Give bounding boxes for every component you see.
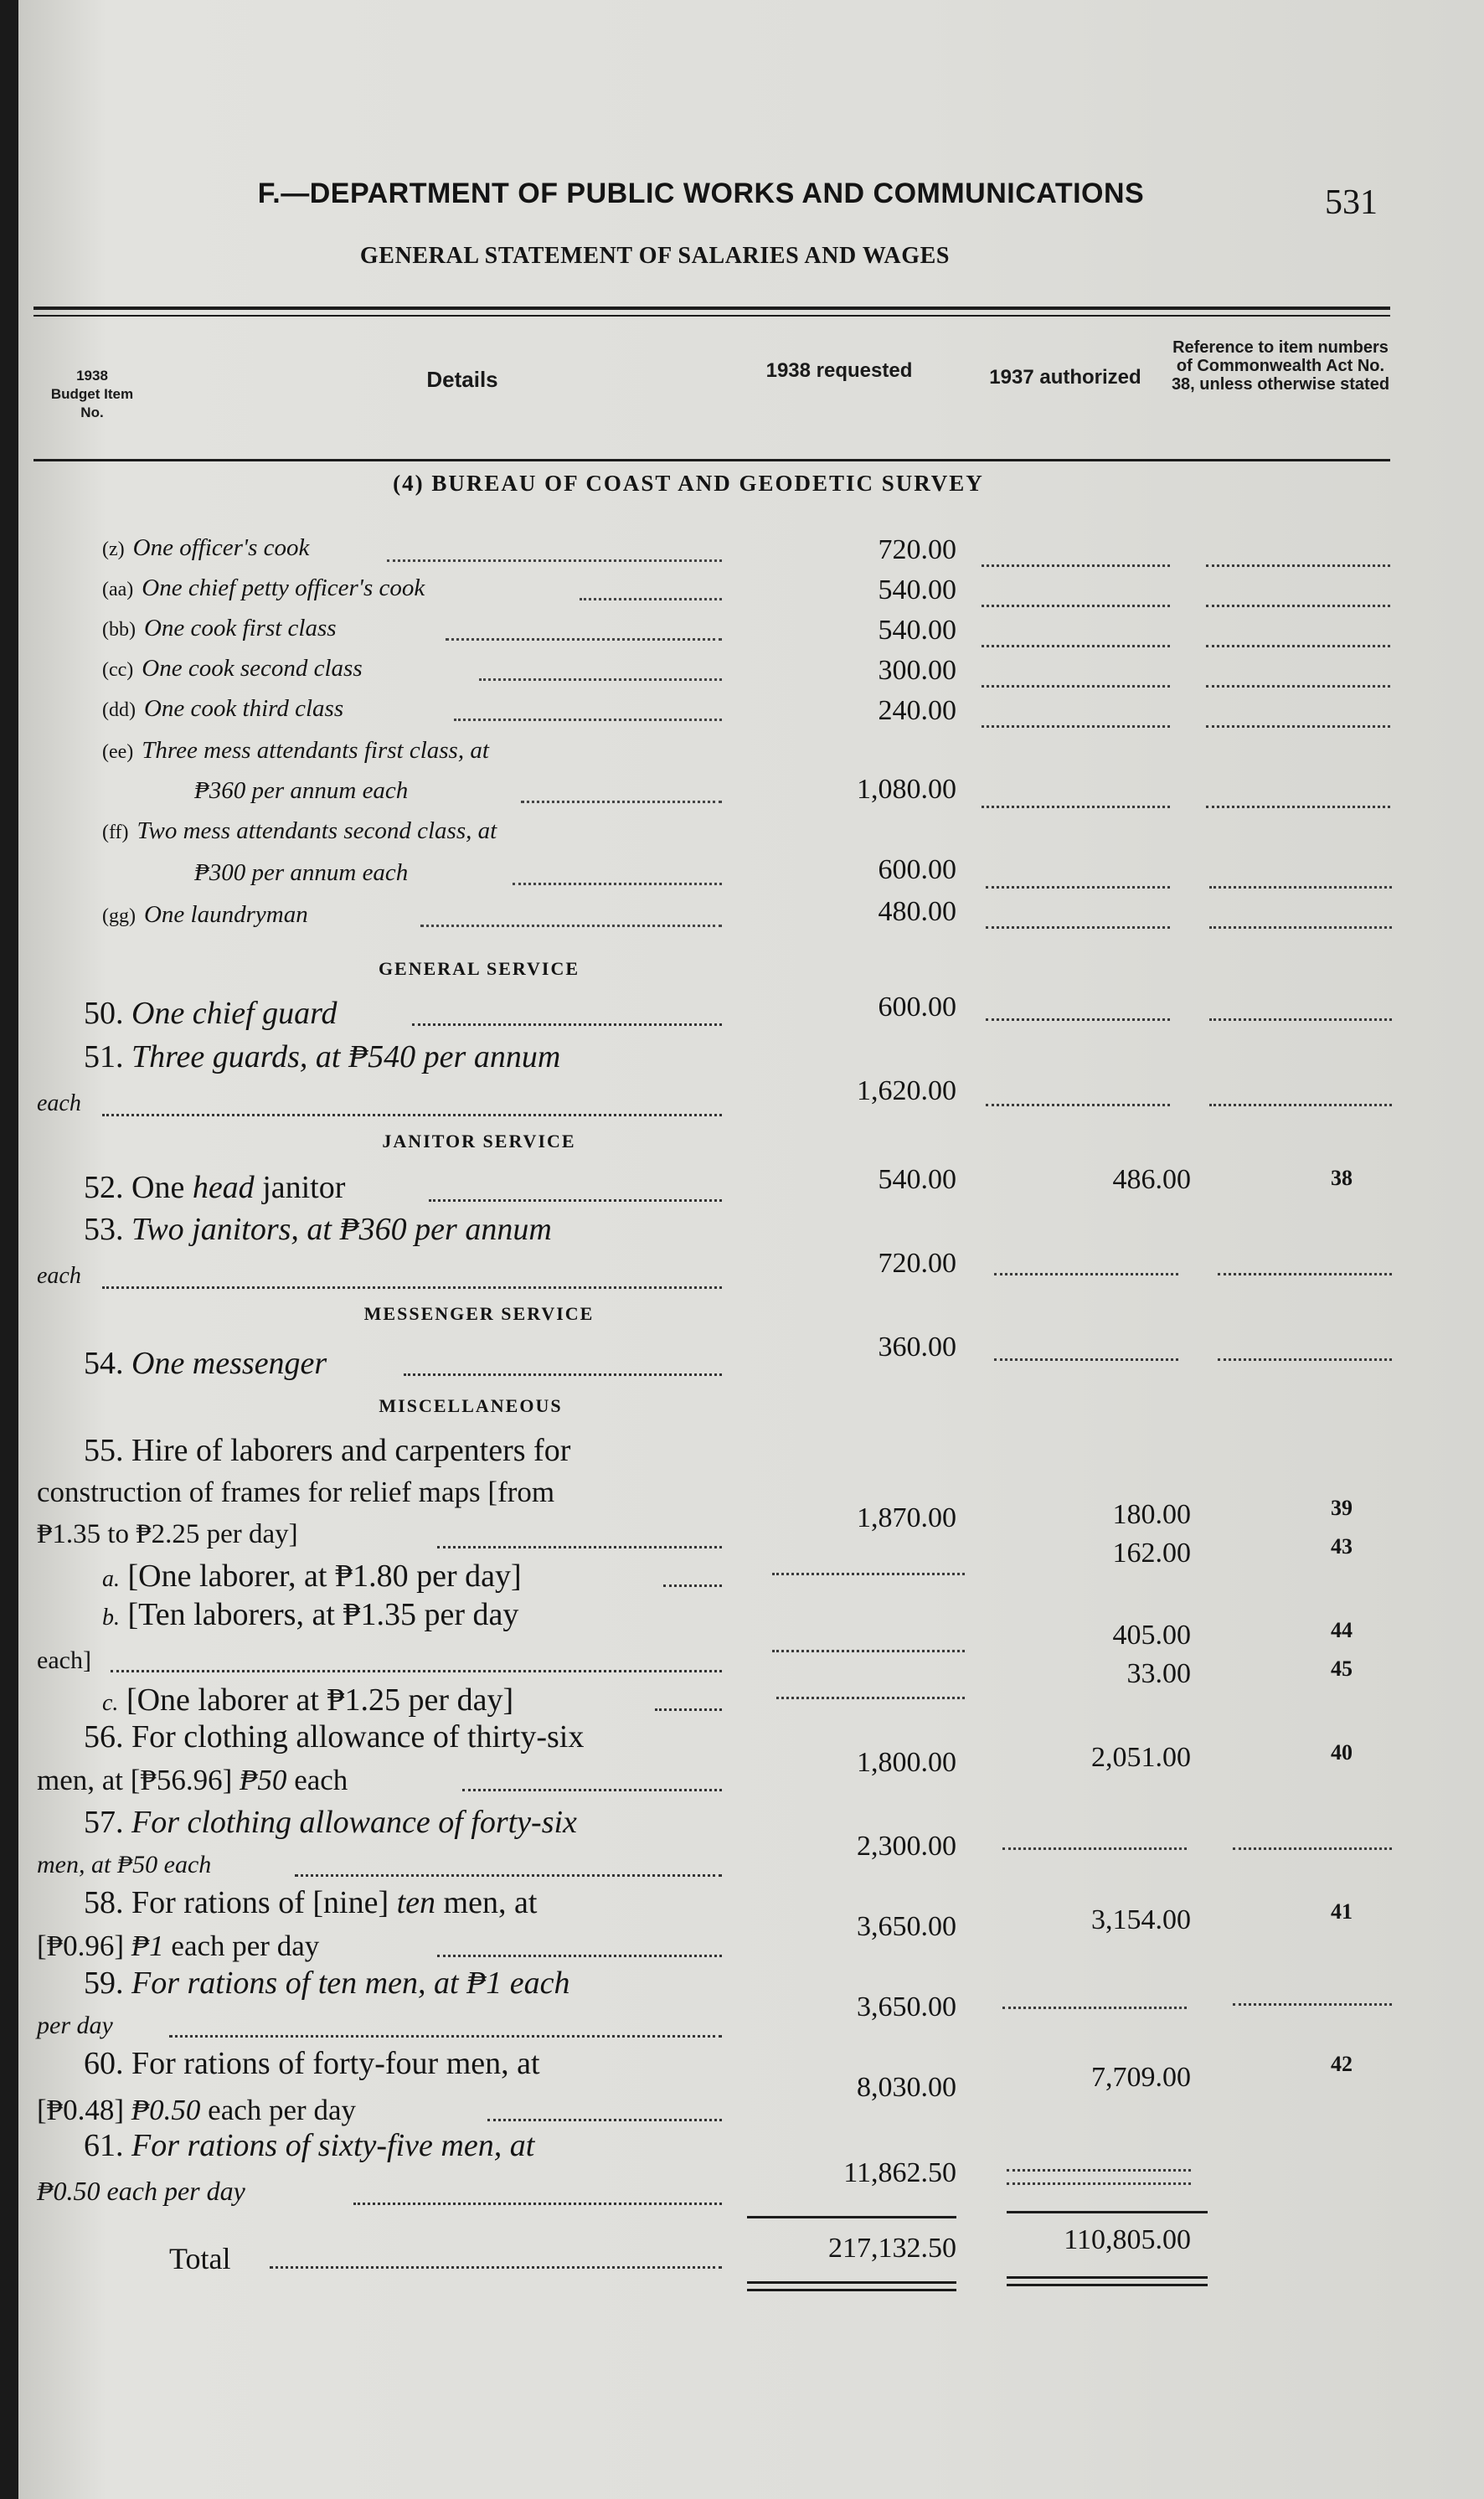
item-text: One messenger <box>131 1346 327 1381</box>
item-label: 61. <box>84 2128 124 2163</box>
item-label: 52. <box>84 1170 124 1205</box>
item-text-line2c: each per day <box>163 1930 320 1962</box>
authorized-value: 405.00 <box>1112 1620 1191 1651</box>
leader <box>111 1670 722 1672</box>
authorized-blank <box>994 1273 1178 1275</box>
item-57 <box>84 1804 577 1841</box>
item-label: 57. <box>84 1805 124 1840</box>
item-text: One cook third class <box>143 695 344 722</box>
col-header-authorized: 1937 authorized <box>989 366 1141 389</box>
item-60-line2 <box>37 2094 356 2127</box>
authorized-blank-2 <box>1007 2182 1191 2185</box>
item-text: One chief petty officer's cook <box>142 575 425 601</box>
requested-value: 240.00 <box>878 695 956 726</box>
item-55c <box>102 1682 513 1718</box>
item-label: 59. <box>84 1966 124 2001</box>
leader <box>353 2203 722 2205</box>
item-text-line1: For clothing allowance of forty-six <box>131 1805 577 1840</box>
requested-blank <box>776 1697 965 1699</box>
item-bb <box>102 615 337 642</box>
requested-value: 480.00 <box>878 896 956 927</box>
item-58-line2 <box>37 1930 319 1963</box>
item-text: One chief guard <box>131 996 338 1031</box>
item-text: One cook first class <box>143 615 337 641</box>
running-head: F.—DEPARTMENT OF PUBLIC WORKS AND COMMUNICATIONS <box>257 178 1145 209</box>
subtotal-rule-authorized <box>1007 2211 1208 2213</box>
item-text-line2a: [₱0.96] <box>37 1930 131 1962</box>
item-gg <box>102 901 308 929</box>
requested-blank <box>772 1650 965 1652</box>
requested-value: 11,862.50 <box>843 2157 956 2188</box>
leader <box>102 1286 722 1289</box>
requested-value: 540.00 <box>878 615 956 646</box>
subsection-janitor-service: JANITOR SERVICE <box>382 1131 576 1152</box>
item-dd <box>102 695 343 723</box>
authorized-value: 33.00 <box>1126 1658 1191 1689</box>
item-56-line2 <box>37 1764 348 1797</box>
item-text-line2c: each per day <box>200 2094 357 2126</box>
leader <box>169 2035 722 2038</box>
item-60 <box>84 2045 540 2082</box>
requested-value: 8,030.00 <box>857 2072 956 2103</box>
leader <box>295 1874 722 1877</box>
leader <box>420 925 722 927</box>
reference-blank <box>1206 564 1390 567</box>
item-55b-line2: each] <box>37 1646 91 1674</box>
total-double-rule-authorized <box>1007 2276 1208 2286</box>
leader <box>580 598 722 600</box>
item-56 <box>84 1718 584 1755</box>
leader <box>663 1584 722 1587</box>
top-rule-thin <box>33 315 1390 317</box>
item-text: [One laborer at ₱1.25 per day] <box>126 1682 514 1718</box>
authorized-value: 2,051.00 <box>1091 1742 1191 1773</box>
leader <box>429 1199 722 1202</box>
authorized-value: 180.00 <box>1112 1499 1191 1530</box>
requested-value: 1,620.00 <box>857 1075 956 1106</box>
item-53 <box>84 1211 552 1248</box>
leader <box>655 1708 722 1711</box>
reference-blank <box>1209 1104 1392 1106</box>
leader <box>437 1546 722 1548</box>
item-text-line1: Three guards, at ₱540 per annum <box>131 1039 561 1074</box>
item-cc <box>102 655 363 683</box>
reference-blank <box>1218 1273 1392 1275</box>
page-number: 531 <box>1325 183 1378 222</box>
leader <box>437 1955 722 1957</box>
col-header-details: Details <box>426 367 498 392</box>
requested-value: 2,300.00 <box>857 1831 956 1862</box>
reference-value: 40 <box>1331 1740 1353 1765</box>
reference-blank <box>1233 1847 1392 1850</box>
item-text-line2c: each <box>286 1764 348 1796</box>
top-rule <box>33 307 1390 310</box>
item-text-line2b: ₱50 <box>240 1764 287 1796</box>
reference-blank <box>1233 2003 1392 2006</box>
item-label: (cc) <box>102 659 134 681</box>
item-label: 58. <box>84 1885 124 1920</box>
header-rule <box>33 459 1390 461</box>
item-59 <box>84 1965 569 2002</box>
reference-blank <box>1206 605 1390 607</box>
reference-value: 41 <box>1331 1899 1353 1924</box>
total-double-rule-requested <box>747 2281 956 2291</box>
item-label: b. <box>102 1605 120 1631</box>
item-55 <box>84 1432 570 1469</box>
item-label: (dd) <box>102 699 136 721</box>
leader <box>462 1789 722 1791</box>
item-55b <box>102 1596 518 1633</box>
leader <box>454 719 722 721</box>
item-text-line2b: ₱1 <box>131 1930 164 1962</box>
total-requested: 217,132.50 <box>828 2233 956 2264</box>
authorized-blank <box>1007 2169 1191 2172</box>
document-page <box>18 0 1484 2499</box>
item-text-pre: One <box>131 1170 193 1205</box>
item-label: 51. <box>84 1039 124 1074</box>
subsection-messenger-service: MESSENGER SERVICE <box>363 1303 595 1324</box>
total-authorized: 110,805.00 <box>1064 2224 1191 2255</box>
leader <box>404 1373 722 1376</box>
item-55-line2: construction of frames for relief maps [from <box>37 1476 555 1508</box>
leader <box>102 1114 722 1116</box>
authorized-blank <box>1002 2007 1187 2009</box>
item-61 <box>84 2127 534 2164</box>
requested-value: 1,800.00 <box>857 1747 956 1778</box>
item-text-line1b: ten <box>396 1885 436 1920</box>
authorized-blank <box>994 1358 1178 1361</box>
item-text-line2b: ₱0.50 <box>131 2094 201 2126</box>
item-text-line1: For rations of sixty-five men, at <box>131 2128 535 2163</box>
requested-value: 360.00 <box>878 1332 956 1363</box>
item-label: 56. <box>84 1719 124 1754</box>
reference-value: 43 <box>1331 1534 1353 1559</box>
item-51-line2: each <box>37 1090 81 1116</box>
item-58 <box>84 1884 537 1921</box>
subsection-miscellaneous: MISCELLANEOUS <box>379 1395 563 1416</box>
authorized-blank <box>986 1104 1170 1106</box>
authorized-value: 7,709.00 <box>1091 2062 1191 2093</box>
leader <box>521 801 722 803</box>
item-label: 54. <box>84 1346 124 1381</box>
scan-edge <box>0 0 18 2499</box>
reference-blank <box>1218 1358 1392 1361</box>
leader <box>412 1023 722 1026</box>
authorized-blank <box>986 926 1170 929</box>
item-text: One cook second class <box>142 655 363 682</box>
item-54 <box>84 1345 327 1382</box>
requested-value: 540.00 <box>878 1164 956 1195</box>
leader <box>479 678 722 681</box>
requested-value: 1,080.00 <box>857 774 956 805</box>
item-text-line1: Three mess attendants first class, at <box>142 737 489 764</box>
total-label: Total <box>169 2242 231 2275</box>
item-text-line1: [Ten laborers, at ₱1.35 per day <box>127 1597 519 1632</box>
item-text-line1: For rations of ten men, at ₱1 each <box>131 1966 570 2001</box>
item-text-line1: For clothing allowance of thirty-six <box>131 1719 585 1754</box>
item-55a <box>102 1558 522 1595</box>
statement-title: GENERAL STATEMENT OF SALARIES AND WAGES <box>359 243 951 269</box>
reference-blank <box>1206 806 1390 808</box>
item-text-post: janitor <box>254 1170 346 1205</box>
item-52 <box>84 1169 345 1206</box>
authorized-value: 486.00 <box>1112 1164 1191 1195</box>
item-label: 50. <box>84 996 124 1031</box>
leader <box>513 883 722 885</box>
item-50 <box>84 995 338 1032</box>
reference-value: 39 <box>1331 1496 1353 1520</box>
reference-blank <box>1209 886 1392 889</box>
reference-blank <box>1206 645 1390 647</box>
item-text-line1: Two janitors, at ₱360 per annum <box>131 1212 552 1247</box>
subsection-general-service: GENERAL SERVICE <box>378 958 580 979</box>
col-header-budget-item: 1938 Budget Item No. <box>50 368 134 420</box>
item-label: (aa) <box>102 579 134 600</box>
item-label: (ee) <box>102 741 134 763</box>
requested-value: 1,870.00 <box>857 1502 956 1533</box>
requested-value: 600.00 <box>878 992 956 1023</box>
item-text: One officer's cook <box>132 534 310 561</box>
item-text-line1: Two mess attendants second class, at <box>137 817 497 844</box>
item-text: [One laborer, at ₱1.80 per day] <box>127 1559 522 1594</box>
item-text-line1: Hire of laborers and carpenters for <box>131 1433 571 1468</box>
requested-blank <box>772 1573 965 1575</box>
reference-blank <box>1206 725 1390 728</box>
item-label: a. <box>102 1566 120 1592</box>
item-ee-line2: ₱360 per annum each <box>194 777 409 804</box>
requested-value: 300.00 <box>878 655 956 686</box>
authorized-blank <box>982 685 1170 688</box>
reference-blank <box>1209 1018 1392 1021</box>
leader <box>270 2266 722 2269</box>
authorized-blank <box>986 886 1170 889</box>
item-label: (gg) <box>102 905 136 927</box>
authorized-blank <box>982 605 1170 607</box>
item-55-line3: ₱1.35 to ₱2.25 per day] <box>37 1519 298 1549</box>
authorized-blank <box>982 806 1170 808</box>
item-53-line2: each <box>37 1263 81 1289</box>
item-text-em: head <box>192 1170 255 1205</box>
item-label: (bb) <box>102 619 136 641</box>
item-label: 55. <box>84 1433 124 1468</box>
section-title: (4) BUREAU OF COAST AND GEODETIC SURVEY <box>393 471 984 496</box>
item-57-line2: men, at ₱50 each <box>37 1851 212 1878</box>
item-51 <box>84 1038 560 1075</box>
item-61-line2: ₱0.50 each per day <box>37 2176 245 2206</box>
item-text-line2a: men, at [₱56.96] <box>37 1764 240 1796</box>
authorized-value: 3,154.00 <box>1091 1904 1191 1935</box>
requested-value: 3,650.00 <box>857 1911 956 1942</box>
subtotal-rule-requested <box>747 2216 956 2218</box>
requested-value: 600.00 <box>878 854 956 885</box>
leader <box>446 638 722 641</box>
item-ee <box>102 737 489 765</box>
item-ff-line2: ₱300 per annum each <box>194 859 409 886</box>
item-text-line1a: For rations of [nine] <box>131 1885 397 1920</box>
item-label: (ff) <box>102 822 129 843</box>
item-label: (z) <box>102 538 125 560</box>
item-text-line1: For rations of forty-four men, at <box>131 2046 540 2081</box>
reference-value: 44 <box>1331 1618 1353 1642</box>
item-label: 60. <box>84 2046 124 2081</box>
authorized-value: 162.00 <box>1112 1538 1191 1569</box>
leader <box>387 559 722 562</box>
requested-value: 720.00 <box>878 534 956 565</box>
requested-value: 720.00 <box>878 1248 956 1279</box>
authorized-blank <box>982 564 1170 567</box>
authorized-blank <box>982 645 1170 647</box>
requested-value: 3,650.00 <box>857 1991 956 2022</box>
item-59-line2: per day <box>37 2012 113 2039</box>
col-header-requested: 1938 requested <box>765 359 913 382</box>
item-z <box>102 534 309 562</box>
col-header-reference: Reference to item numbers of Commonwealth Act No. 38, unless otherwise stated <box>1171 338 1390 394</box>
item-text: One laundryman <box>143 901 308 928</box>
item-label: 53. <box>84 1212 124 1247</box>
authorized-blank <box>1002 1847 1187 1850</box>
reference-blank <box>1206 685 1390 688</box>
item-aa <box>102 575 425 602</box>
authorized-blank <box>982 725 1170 728</box>
reference-value: 42 <box>1331 2052 1353 2076</box>
item-text-line1c: men, at <box>435 1885 538 1920</box>
reference-blank <box>1209 926 1392 929</box>
reference-value: 38 <box>1331 1166 1353 1190</box>
item-ff <box>102 817 497 845</box>
reference-value: 45 <box>1331 1657 1353 1681</box>
leader <box>487 2119 722 2121</box>
authorized-blank <box>986 1018 1170 1021</box>
item-text-line2a: [₱0.48] <box>37 2094 131 2126</box>
item-label: c. <box>102 1690 119 1716</box>
requested-value: 540.00 <box>878 575 956 605</box>
